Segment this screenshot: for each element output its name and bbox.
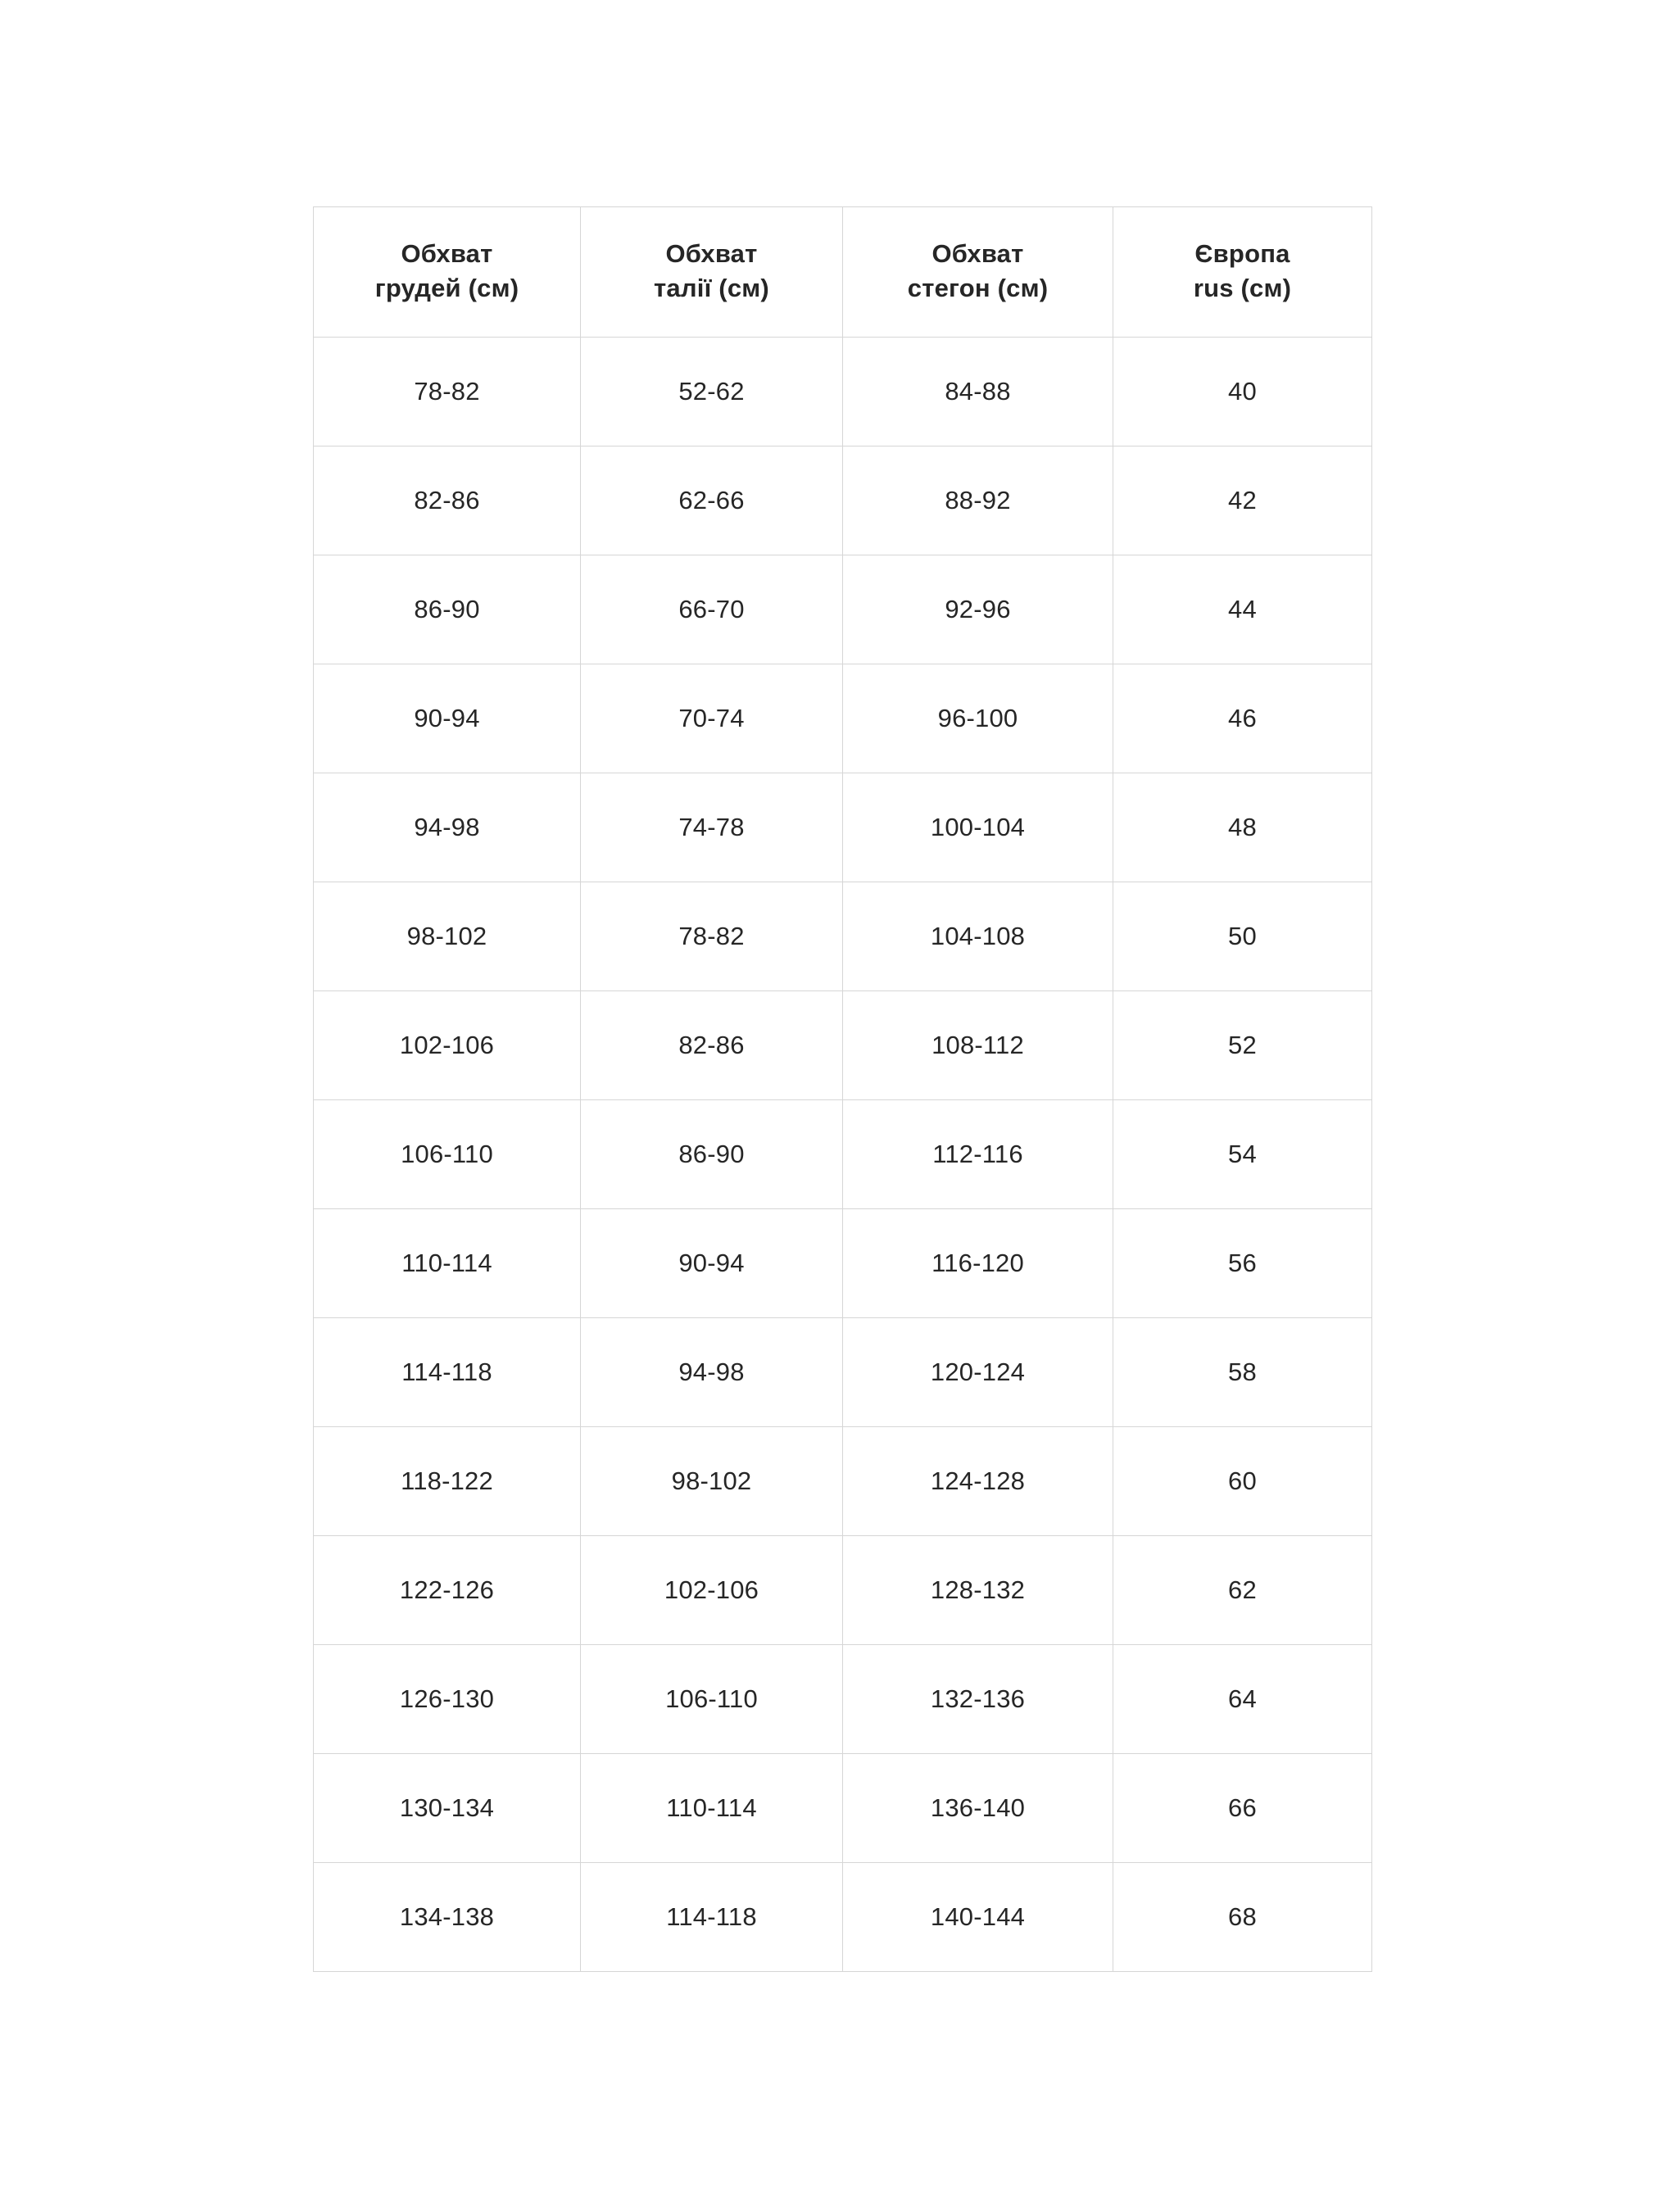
cell-bust: 106-110 <box>314 1099 581 1208</box>
cell-hips: 96-100 <box>843 664 1113 773</box>
column-header-europe-line2: rus (см) <box>1193 273 1292 302</box>
column-header-hips-line2: стегон (см) <box>907 273 1049 302</box>
table-row <box>314 990 1372 1099</box>
column-header-waist-line1: Обхват <box>665 239 758 268</box>
table-row <box>314 446 1372 555</box>
cell-hips: 92-96 <box>843 555 1113 664</box>
cell-bust: 86-90 <box>314 555 581 664</box>
table-header <box>314 207 1372 338</box>
cell-bust: 114-118 <box>314 1317 581 1426</box>
table-header-row <box>314 207 1372 338</box>
cell-europe: 50 <box>1113 882 1372 990</box>
cell-europe: 68 <box>1113 1862 1372 1971</box>
table-row <box>314 664 1372 773</box>
cell-waist: 70-74 <box>581 664 843 773</box>
cell-europe: 46 <box>1113 664 1372 773</box>
cell-europe: 54 <box>1113 1099 1372 1208</box>
table-row <box>314 1644 1372 1753</box>
table-row <box>314 882 1372 990</box>
cell-waist: 66-70 <box>581 555 843 664</box>
cell-hips: 84-88 <box>843 337 1113 446</box>
cell-waist: 74-78 <box>581 773 843 882</box>
cell-europe: 44 <box>1113 555 1372 664</box>
table-row <box>314 337 1372 446</box>
cell-waist: 86-90 <box>581 1099 843 1208</box>
column-header-hips-line1: Обхват <box>931 239 1024 268</box>
cell-bust: 98-102 <box>314 882 581 990</box>
cell-bust: 82-86 <box>314 446 581 555</box>
cell-waist: 98-102 <box>581 1426 843 1535</box>
cell-waist: 110-114 <box>581 1753 843 1862</box>
cell-hips: 124-128 <box>843 1426 1113 1535</box>
cell-hips: 100-104 <box>843 773 1113 882</box>
cell-bust: 130-134 <box>314 1753 581 1862</box>
cell-hips: 120-124 <box>843 1317 1113 1426</box>
cell-europe: 42 <box>1113 446 1372 555</box>
table-row <box>314 1753 1372 1862</box>
cell-waist: 52-62 <box>581 337 843 446</box>
table-row <box>314 1535 1372 1644</box>
cell-europe: 58 <box>1113 1317 1372 1426</box>
cell-hips: 132-136 <box>843 1644 1113 1753</box>
cell-bust: 78-82 <box>314 337 581 446</box>
cell-bust: 126-130 <box>314 1644 581 1753</box>
cell-hips: 104-108 <box>843 882 1113 990</box>
column-header-europe <box>1113 207 1372 338</box>
cell-waist: 94-98 <box>581 1317 843 1426</box>
cell-europe: 66 <box>1113 1753 1372 1862</box>
size-chart-container <box>313 206 1371 1972</box>
cell-waist: 102-106 <box>581 1535 843 1644</box>
cell-europe: 52 <box>1113 990 1372 1099</box>
cell-europe: 62 <box>1113 1535 1372 1644</box>
table-row <box>314 1208 1372 1317</box>
cell-hips: 140-144 <box>843 1862 1113 1971</box>
cell-europe: 48 <box>1113 773 1372 882</box>
cell-waist: 62-66 <box>581 446 843 555</box>
cell-hips: 108-112 <box>843 990 1113 1099</box>
cell-waist: 114-118 <box>581 1862 843 1971</box>
cell-waist: 90-94 <box>581 1208 843 1317</box>
cell-bust: 90-94 <box>314 664 581 773</box>
cell-bust: 134-138 <box>314 1862 581 1971</box>
cell-bust: 102-106 <box>314 990 581 1099</box>
table-row <box>314 1099 1372 1208</box>
cell-hips: 116-120 <box>843 1208 1113 1317</box>
cell-hips: 112-116 <box>843 1099 1113 1208</box>
column-header-hips <box>843 207 1113 338</box>
cell-bust: 118-122 <box>314 1426 581 1535</box>
column-header-waist-line2: талії (см) <box>654 273 769 302</box>
table-body <box>314 337 1372 1971</box>
table-row <box>314 555 1372 664</box>
cell-europe: 40 <box>1113 337 1372 446</box>
column-header-bust-line1: Обхват <box>401 239 493 268</box>
cell-waist: 82-86 <box>581 990 843 1099</box>
column-header-europe-line1: Європа <box>1194 239 1290 268</box>
table-row <box>314 773 1372 882</box>
cell-waist: 106-110 <box>581 1644 843 1753</box>
column-header-bust <box>314 207 581 338</box>
cell-bust: 122-126 <box>314 1535 581 1644</box>
table-row <box>314 1862 1372 1971</box>
cell-europe: 56 <box>1113 1208 1372 1317</box>
cell-europe: 64 <box>1113 1644 1372 1753</box>
cell-bust: 110-114 <box>314 1208 581 1317</box>
table-row <box>314 1317 1372 1426</box>
cell-europe: 60 <box>1113 1426 1372 1535</box>
cell-bust: 94-98 <box>314 773 581 882</box>
cell-hips: 128-132 <box>843 1535 1113 1644</box>
cell-waist: 78-82 <box>581 882 843 990</box>
column-header-waist <box>581 207 843 338</box>
cell-hips: 88-92 <box>843 446 1113 555</box>
table-row <box>314 1426 1372 1535</box>
column-header-bust-line2: грудей (см) <box>374 273 519 302</box>
cell-hips: 136-140 <box>843 1753 1113 1862</box>
size-chart-table <box>313 206 1372 1972</box>
